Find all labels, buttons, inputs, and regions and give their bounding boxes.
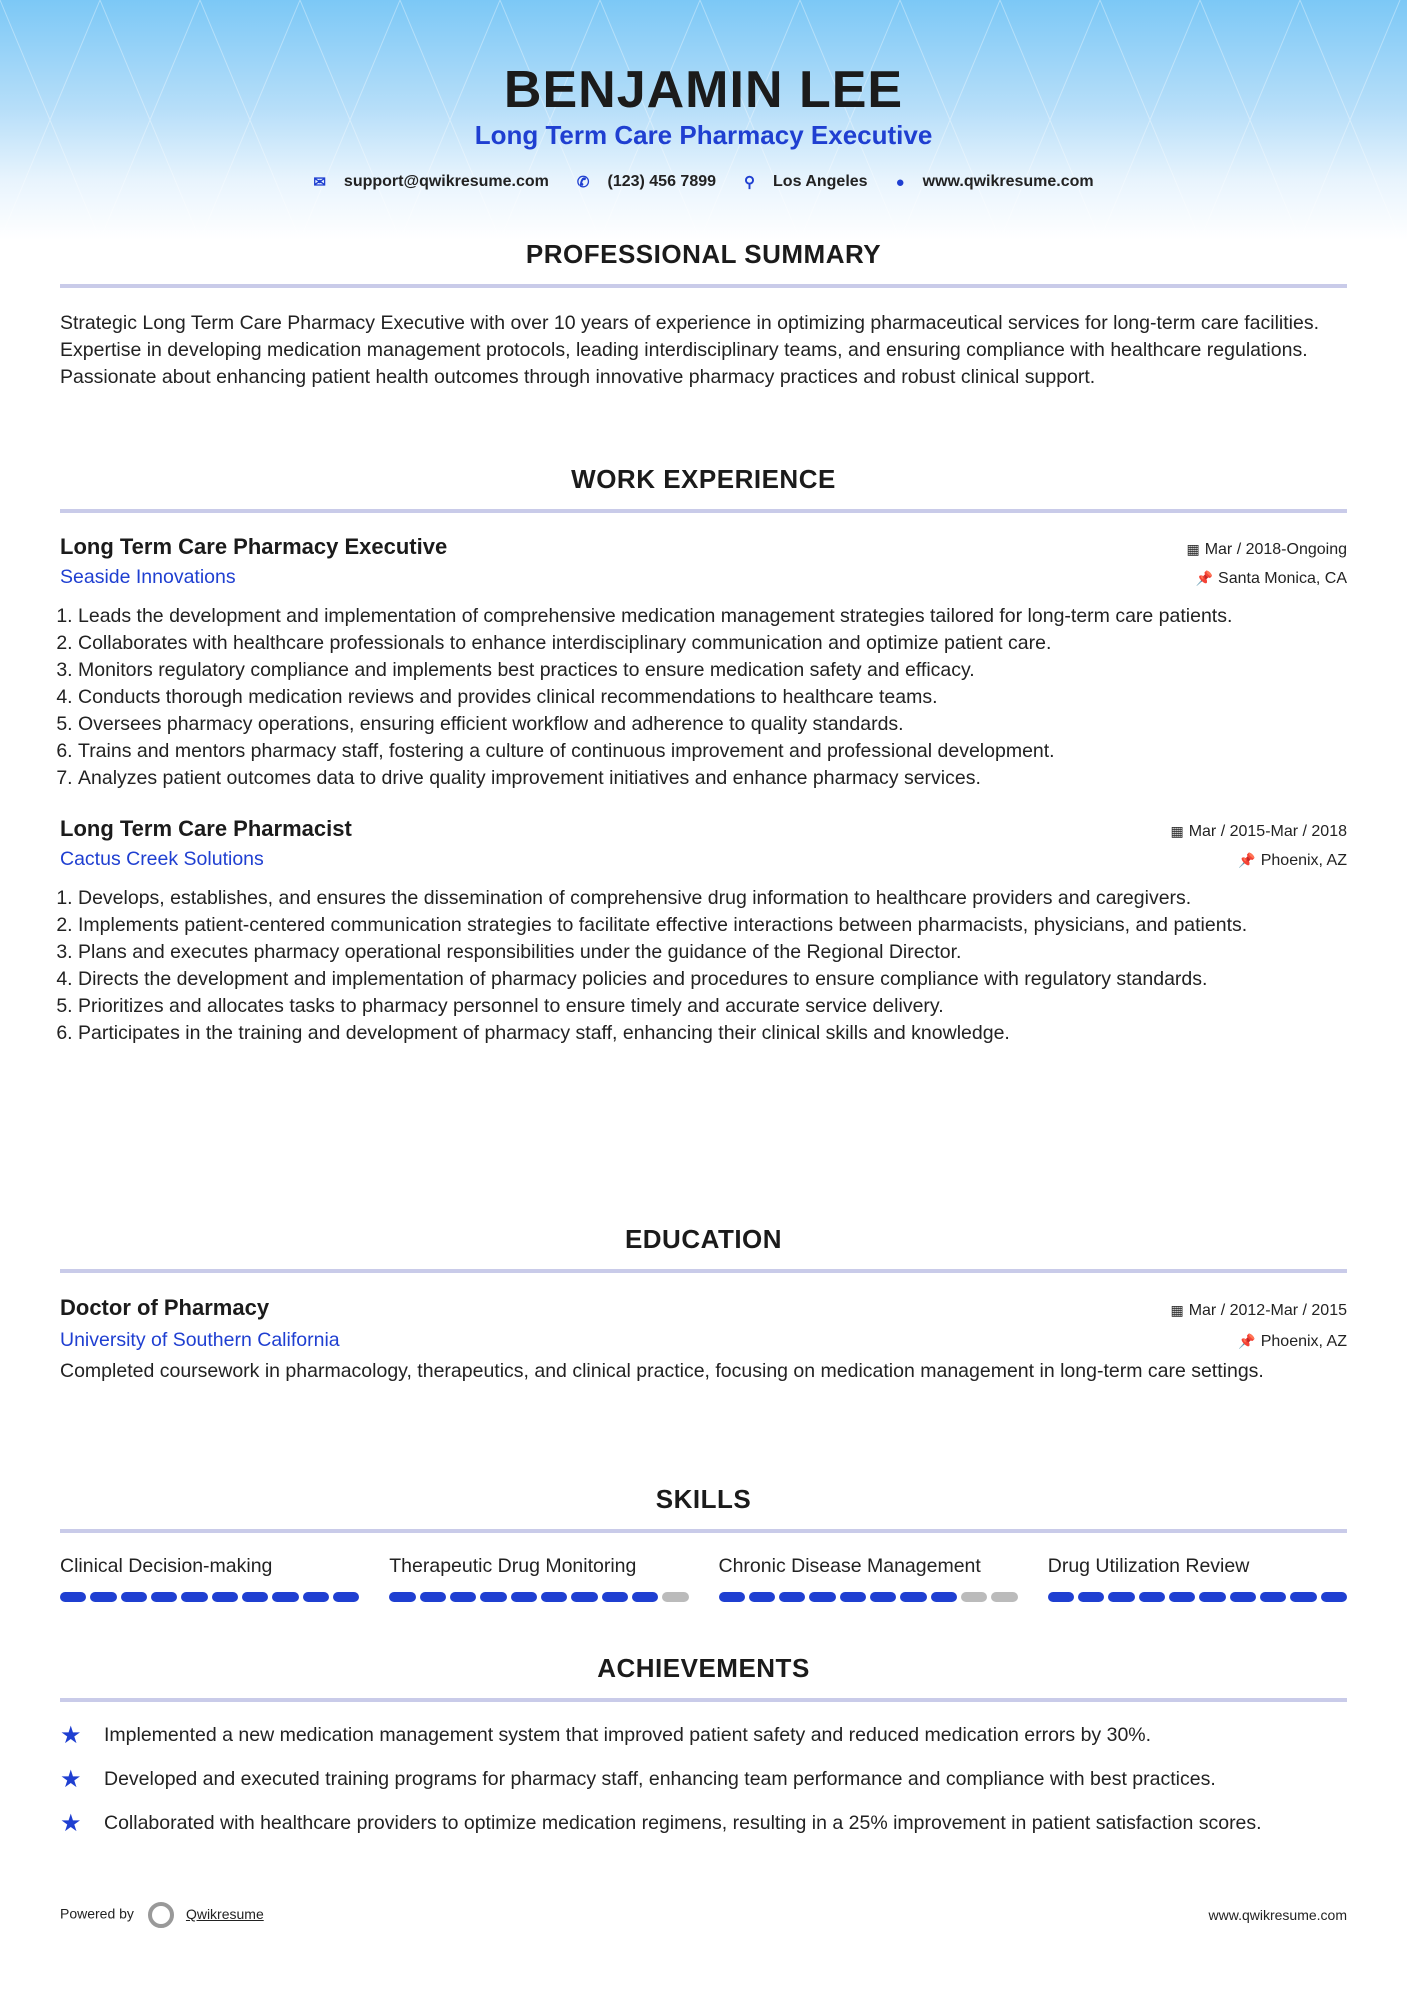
job-entry bbox=[60, 816, 1347, 1047]
calendar-icon: ▦ bbox=[1170, 823, 1184, 839]
skill-level-segment bbox=[541, 1592, 567, 1602]
achievement-item bbox=[60, 1810, 1347, 1837]
education-description: Completed coursework in pharmacology, therapeutics, and clinical practice, focusing on medication management in long-term care settings. bbox=[60, 1360, 1264, 1382]
brand-link[interactable]: Qwikresume bbox=[185, 1905, 264, 1922]
job-dates: Mar / 2018-Ongoing bbox=[1204, 541, 1347, 558]
phone-icon: ✆ bbox=[576, 174, 590, 191]
list-item: 6. Participates in the training and development of pharmacy staff, enhancing their clinical skills and knowledge. bbox=[78, 1020, 1347, 1047]
skill-level-segment bbox=[779, 1592, 805, 1602]
skill-item bbox=[60, 1555, 359, 1602]
skill-level-segment bbox=[931, 1592, 957, 1602]
contact-location: Los Angeles bbox=[773, 173, 868, 190]
skill-level-segment bbox=[1169, 1592, 1195, 1602]
job-title: Long Term Care Pharmacy Executive bbox=[60, 534, 448, 559]
job-entry bbox=[60, 534, 1347, 792]
job-location: Phoenix, AZ bbox=[1260, 852, 1347, 869]
calendar-icon: ▦ bbox=[1186, 541, 1200, 557]
skill-level-segment bbox=[1108, 1592, 1134, 1602]
skill-name: Drug Utilization Review bbox=[1047, 1555, 1250, 1577]
company-name: Cactus Creek Solutions bbox=[60, 848, 264, 870]
skill-level-segment bbox=[900, 1592, 926, 1602]
skill-level-segment bbox=[242, 1592, 268, 1602]
skill-level-segment bbox=[1321, 1592, 1347, 1602]
qwikresume-logo-icon bbox=[148, 1902, 174, 1928]
candidate-name: BENJAMIN LEE bbox=[503, 61, 904, 119]
contact-phone: (123) 456 7899 bbox=[607, 173, 717, 190]
pin-icon: 📌 bbox=[1238, 1333, 1256, 1349]
skill-level-bar bbox=[719, 1592, 1018, 1602]
skills-section bbox=[60, 1484, 1347, 1602]
summary-section bbox=[60, 239, 1347, 391]
list-item: 1. Leads the development and implementation of comprehensive medication management strategies tailored for long-term care patients. bbox=[78, 603, 1347, 630]
skill-level-segment bbox=[749, 1592, 775, 1602]
summary-text: Strategic Long Term Care Pharmacy Executive with over 10 years of experience in optimizing pharmaceutical services for long-term care facilities. Expertise in developing medication management protocols, leading interdisciplinary teams, and ensuring compliance with healthcare regulations. Passionate about enhancing patient health outcomes through innovative pharmacy practices and robust clinical support. bbox=[60, 312, 1320, 388]
email-icon: ✉ bbox=[313, 174, 326, 191]
list-item: 3. Plans and executes pharmacy operational responsibilities under the guidance of the Regional Director. bbox=[78, 939, 1347, 966]
skill-level-segment bbox=[840, 1592, 866, 1602]
divider bbox=[60, 509, 1347, 513]
list-item: 6. Trains and mentors pharmacy staff, fostering a culture of continuous improvement and professional development. bbox=[78, 738, 1347, 765]
footer bbox=[60, 1902, 1347, 1928]
contact-email[interactable]: support@qwikresume.com bbox=[343, 173, 549, 190]
list-item: 2. Implements patient-centered communication strategies to facilitate effective interactions between pharmacists, physicians, and patients. bbox=[78, 912, 1347, 939]
candidate-title: Long Term Care Pharmacy Executive bbox=[474, 120, 933, 150]
powered-by-label: Powered by bbox=[60, 1905, 134, 1922]
skill-level-segment bbox=[662, 1592, 688, 1602]
section-heading: PROFESSIONAL SUMMARY bbox=[525, 239, 882, 269]
achievement-text: Collaborated with healthcare providers to optimize medication regimens, resulting in a 25% improvement in patient satisfaction scores. bbox=[104, 1812, 1262, 1834]
skill-level-segment bbox=[1078, 1592, 1104, 1602]
job-bullets bbox=[78, 885, 1347, 1047]
skill-level-segment bbox=[991, 1592, 1017, 1602]
skill-level-segment bbox=[961, 1592, 987, 1602]
skill-level-segment bbox=[1199, 1592, 1225, 1602]
skill-level-segment bbox=[333, 1592, 359, 1602]
skill-level-segment bbox=[450, 1592, 476, 1602]
contact-bar bbox=[0, 173, 1407, 191]
map-pin-icon: ⚲ bbox=[744, 174, 756, 191]
skill-level-segment bbox=[121, 1592, 147, 1602]
list-item: 1. Develops, establishes, and ensures the dissemination of comprehensive drug information to healthcare providers and caregivers. bbox=[78, 885, 1347, 912]
divider bbox=[60, 1269, 1347, 1273]
star-icon: ★ bbox=[60, 1722, 82, 1749]
divider bbox=[60, 1529, 1347, 1533]
skill-level-segment bbox=[1139, 1592, 1165, 1602]
pin-icon: 📌 bbox=[1195, 570, 1214, 586]
list-item: 5. Oversees pharmacy operations, ensuring efficient workflow and adherence to quality standards. bbox=[78, 711, 1347, 738]
job-bullets bbox=[78, 603, 1347, 792]
skill-name: Therapeutic Drug Monitoring bbox=[389, 1555, 637, 1577]
star-icon: ★ bbox=[60, 1766, 82, 1793]
achievement-text: Implemented a new medication management system that improved patient safety and reduced medication errors by 30%. bbox=[104, 1724, 1152, 1746]
footer-website[interactable]: www.qwikresume.com bbox=[1208, 1907, 1347, 1923]
skill-level-segment bbox=[90, 1592, 116, 1602]
job-title: Long Term Care Pharmacist bbox=[60, 816, 352, 841]
skill-level-segment bbox=[870, 1592, 896, 1602]
education-section bbox=[60, 1224, 1347, 1385]
section-heading: EDUCATION bbox=[624, 1224, 783, 1254]
list-item: 7. Analyzes patient outcomes data to drive quality improvement initiatives and enhance pharmacy services. bbox=[78, 765, 1347, 792]
skill-level-segment bbox=[719, 1592, 745, 1602]
skill-level-segment bbox=[1290, 1592, 1316, 1602]
skill-level-segment bbox=[151, 1592, 177, 1602]
education-dates: Mar / 2012-Mar / 2015 bbox=[1188, 1302, 1347, 1319]
section-heading: WORK EXPERIENCE bbox=[571, 464, 836, 494]
skill-level-segment bbox=[212, 1592, 238, 1602]
achievement-item bbox=[60, 1766, 1347, 1793]
degree: Doctor of Pharmacy bbox=[60, 1295, 270, 1320]
skill-level-segment bbox=[303, 1592, 329, 1602]
list-item: 3. Monitors regulatory compliance and implements best practices to ensure medication safety and efficacy. bbox=[78, 657, 1347, 684]
skill-item bbox=[719, 1555, 1018, 1602]
list-item: 2. Collaborates with healthcare professionals to enhance interdisciplinary communication and optimize patient care. bbox=[78, 630, 1347, 657]
skill-level-bar bbox=[1048, 1592, 1347, 1602]
skill-item bbox=[1048, 1555, 1347, 1602]
achievement-item bbox=[60, 1722, 1347, 1749]
school-name: University of Southern California bbox=[60, 1329, 340, 1351]
section-heading: SKILLS bbox=[655, 1484, 752, 1514]
skill-level-bar bbox=[60, 1592, 359, 1602]
skill-level-segment bbox=[809, 1592, 835, 1602]
job-dates: Mar / 2015-Mar / 2018 bbox=[1188, 823, 1347, 840]
calendar-icon: ▦ bbox=[1170, 1302, 1184, 1318]
skill-level-segment bbox=[420, 1592, 446, 1602]
work-section bbox=[60, 464, 1347, 1047]
skill-level-segment bbox=[571, 1592, 597, 1602]
globe-icon: ● bbox=[895, 173, 905, 191]
contact-website[interactable]: www.qwikresume.com bbox=[922, 173, 1094, 190]
divider bbox=[60, 1698, 1347, 1702]
skill-level-segment bbox=[181, 1592, 207, 1602]
skill-level-segment bbox=[511, 1592, 537, 1602]
pin-icon: 📌 bbox=[1238, 852, 1256, 868]
skill-name: Chronic Disease Management bbox=[718, 1555, 981, 1577]
company-name: Seaside Innovations bbox=[60, 566, 236, 588]
skill-item bbox=[389, 1555, 688, 1602]
list-item: 4. Conducts thorough medication reviews and provides clinical recommendations to healthcare teams. bbox=[78, 684, 1347, 711]
job-location: Santa Monica, CA bbox=[1218, 570, 1347, 587]
skill-level-segment bbox=[389, 1592, 415, 1602]
skill-level-segment bbox=[1260, 1592, 1286, 1602]
list-item: 4. Directs the development and implementation of pharmacy policies and procedures to ensure compliance with regulatory standards. bbox=[78, 966, 1347, 993]
education-location: Phoenix, AZ bbox=[1260, 1333, 1347, 1350]
skill-level-segment bbox=[1230, 1592, 1256, 1602]
skill-level-segment bbox=[602, 1592, 628, 1602]
skill-level-segment bbox=[480, 1592, 506, 1602]
skill-level-segment bbox=[1048, 1592, 1074, 1602]
achievements-section bbox=[60, 1653, 1347, 1854]
section-heading: ACHIEVEMENTS bbox=[597, 1653, 810, 1683]
star-icon: ★ bbox=[60, 1810, 82, 1837]
skill-level-segment bbox=[632, 1592, 658, 1602]
skill-name: Clinical Decision-making bbox=[60, 1555, 273, 1577]
skill-level-segment bbox=[272, 1592, 298, 1602]
skill-level-segment bbox=[60, 1592, 86, 1602]
divider bbox=[60, 284, 1347, 288]
list-item: 5. Prioritizes and allocates tasks to pharmacy personnel to ensure timely and accurate service delivery. bbox=[78, 993, 1347, 1020]
achievement-text: Developed and executed training programs for pharmacy staff, enhancing team performance and compliance with best practices. bbox=[104, 1768, 1216, 1790]
skill-level-bar bbox=[389, 1592, 688, 1602]
